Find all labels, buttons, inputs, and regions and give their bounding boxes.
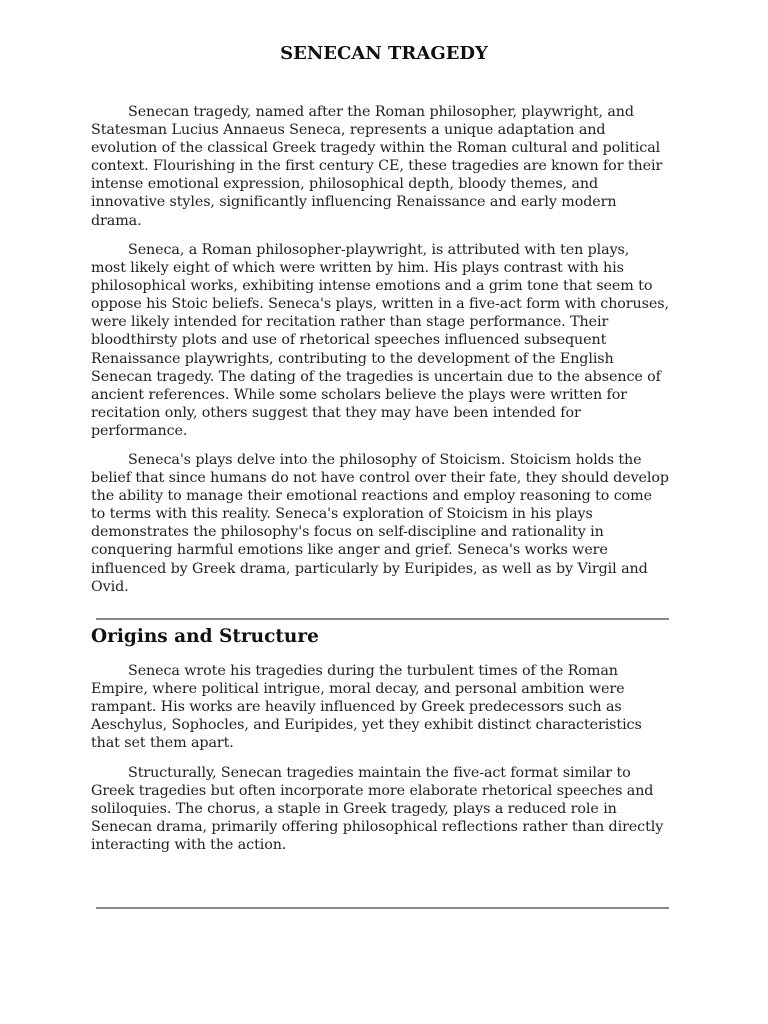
paragraph-line: Seneca's plays delve into the philosophy of Stoicism. Stoicism holds the <box>128 452 642 468</box>
paragraph-line: Greek tragedies but often incorporate more elaborate rhetorical speeches and <box>91 783 654 800</box>
document-title: SENECAN TRAGEDY <box>280 43 488 64</box>
paragraph-line: conquering harmful emotions like anger and grief. Seneca's works were <box>91 542 608 559</box>
paragraph-line: that set them apart. <box>91 735 234 752</box>
paragraph-line: demonstrates the philosophy's focus on self-discipline and rationality in <box>91 524 604 541</box>
paragraph-line: belief that since humans do not have control over their fate, they should develop <box>91 470 669 487</box>
paragraph-line: rampant. His works are heavily influenced by Greek predecessors such as <box>91 699 622 716</box>
paragraph-line: were likely intended for recitation rather than stage performance. Their <box>91 314 609 331</box>
section-heading: Origins and Structure <box>91 626 319 647</box>
section-divider <box>96 618 669 620</box>
paragraph-line: Aeschylus, Sophocles, and Euripides, yet they exhibit distinct characteristics <box>91 717 642 734</box>
paragraph-line: context. Flourishing in the first century CE, these tragedies are known for their <box>91 158 663 175</box>
section-paragraph-1 <box>91 662 691 752</box>
paragraph-line: bloodthirsty plots and use of rhetorical speeches influenced subsequent <box>91 332 607 349</box>
paragraph-line: drama. <box>91 212 142 229</box>
paragraph-line: most likely eight of which were written by him. His plays contrast with his <box>91 260 624 277</box>
paragraph-line: the ability to manage their emotional reactions and employ reasoning to come <box>91 488 652 505</box>
paragraph-line: Senecan tragedy, named after the Roman philosopher, playwright, and <box>128 104 634 120</box>
paragraph-line: Senecan tragedy. The dating of the tragedies is uncertain due to the absence of <box>91 368 661 385</box>
paragraph-line: Renaissance playwrights, contributing to the development of the English <box>91 350 614 367</box>
paragraph-line: influenced by Greek drama, particularly by Euripides, as well as by Virgil and <box>91 560 648 577</box>
paragraph-line: interacting with the action. <box>91 837 287 854</box>
section-divider <box>96 907 669 909</box>
paragraph-line: philosophical works, exhibiting intense emotions and a grim tone that seem to <box>91 278 653 295</box>
section-paragraph-2 <box>91 764 691 854</box>
paragraph-line: Senecan drama, primarily offering philosophical reflections rather than directly <box>91 819 664 836</box>
paragraph-line: intense emotional expression, philosophical depth, bloody themes, and <box>91 176 599 193</box>
intro-paragraph-1 <box>91 103 691 230</box>
intro-paragraph-3 <box>91 451 691 596</box>
paragraph-line: Empire, where political intrigue, moral decay, and personal ambition were <box>91 681 625 698</box>
paragraph-line: soliloquies. The chorus, a staple in Greek tragedy, plays a reduced role in <box>91 801 617 818</box>
paragraph-line: performance. <box>91 422 188 439</box>
paragraph-line: innovative styles, significantly influencing Renaissance and early modern <box>91 194 617 211</box>
paragraph-line: Ovid. <box>91 578 129 595</box>
paragraph-line: Structurally, Senecan tragedies maintain the five-act format similar to <box>128 765 631 781</box>
paragraph-line: recitation only, others suggest that they may have been intended for <box>91 404 581 421</box>
paragraph-line: oppose his Stoic beliefs. Seneca's plays, written in a five-act form with choruses, <box>91 296 669 313</box>
intro-paragraph-2 <box>91 241 691 440</box>
paragraph-line: Statesman Lucius Annaeus Seneca, represents a unique adaptation and <box>91 122 606 139</box>
paragraph-line: Seneca, a Roman philosopher-playwright, is attributed with ten plays, <box>128 242 630 258</box>
paragraph-line: ancient references. While some scholars believe the plays were written for <box>91 386 627 403</box>
paragraph-line: to terms with this reality. Seneca's exploration of Stoicism in his plays <box>91 506 593 523</box>
paragraph-line: evolution of the classical Greek tragedy within the Roman cultural and political <box>91 140 661 157</box>
paragraph-line: Seneca wrote his tragedies during the turbulent times of the Roman <box>128 663 618 679</box>
